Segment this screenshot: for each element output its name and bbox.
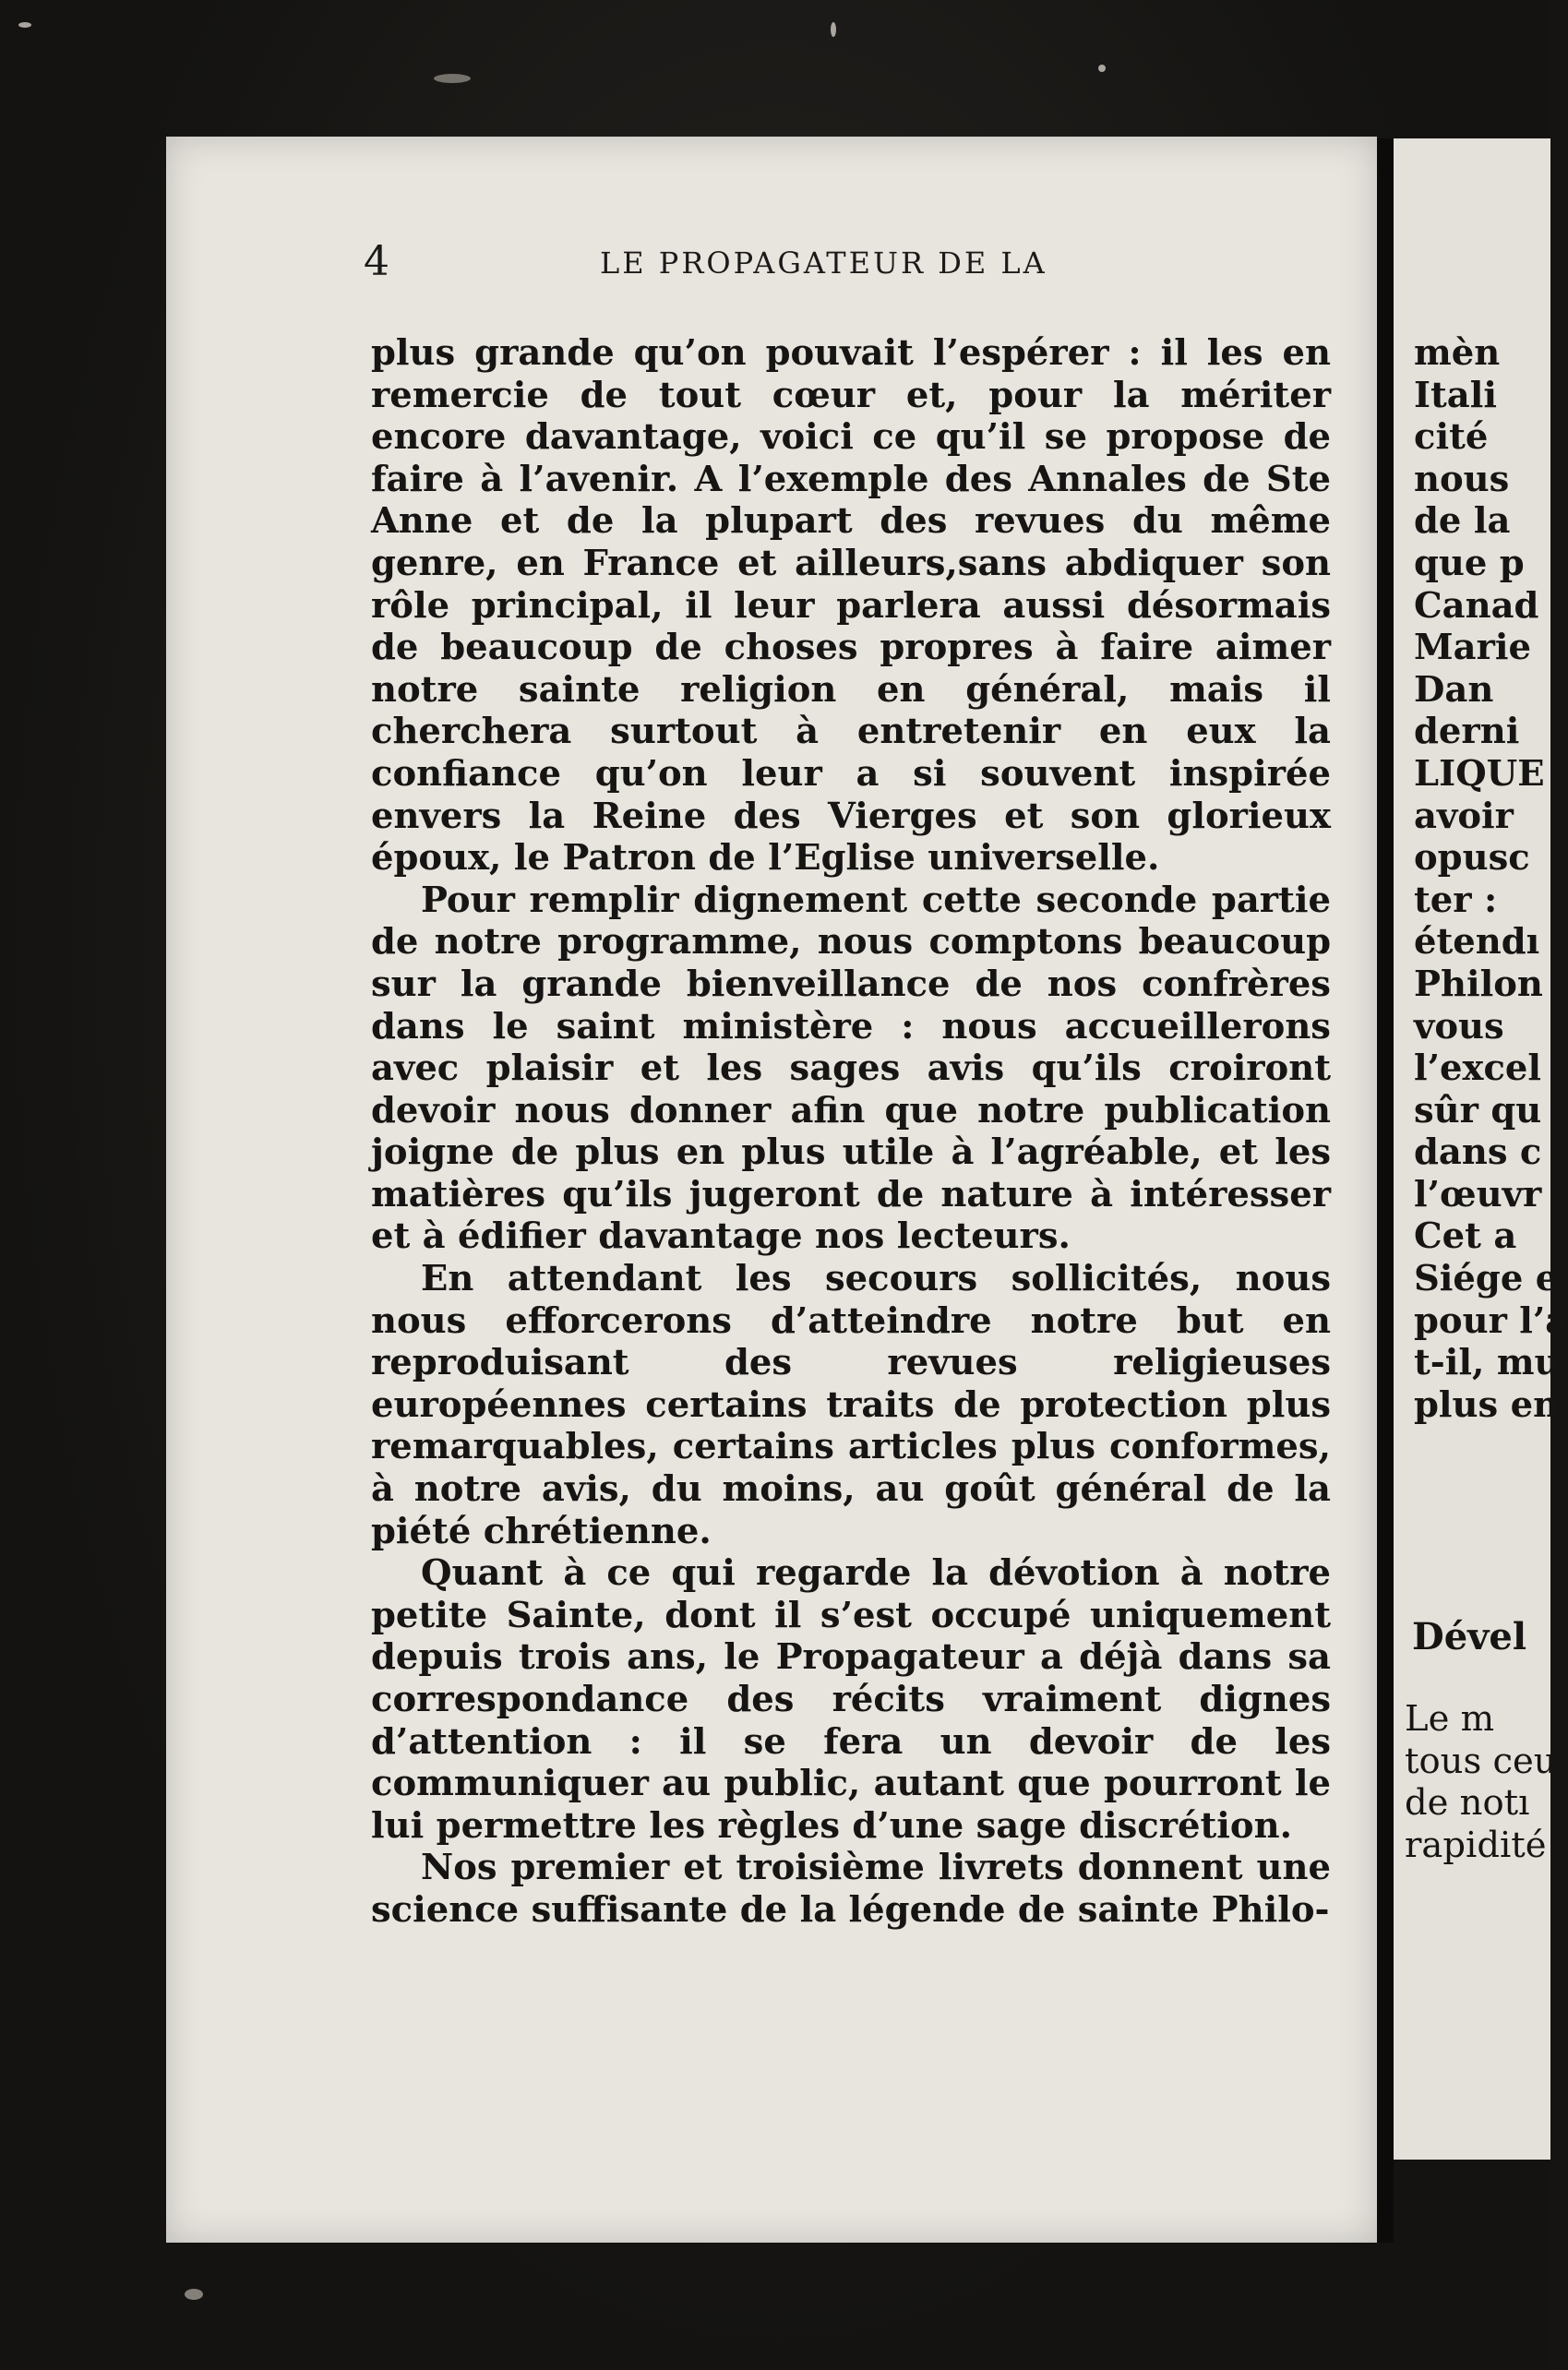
running-title: LE PROPAGATEUR DE LA — [600, 245, 1047, 281]
line-fragment: l’excel — [1414, 1047, 1542, 1090]
line-fragment: Dan — [1414, 668, 1494, 711]
line-fragment: Cet a — [1414, 1215, 1517, 1258]
line-fragment: avoir — [1414, 795, 1514, 837]
line-fragment: Itali — [1414, 374, 1497, 416]
line-fragment: l’œuvr — [1414, 1173, 1542, 1215]
line-fragment: Siége e — [1414, 1258, 1559, 1300]
paragraph: Quant à ce qui regarde la dévotion à notre petite Sainte, dont il s’est occupé uniquement depuis trois ans, le Propagateur a déjà dans sa correspondance des récits vraiment dignes d’attention : il se fera un devoir de les communiquer au public, autant que pourront le lui permettre les règles d’une sage discrétion. — [371, 1552, 1331, 1847]
line-fragment: Le m — [1405, 1698, 1495, 1740]
line-fragment: derni — [1414, 711, 1520, 753]
paragraph: plus grande qu’on pouvait l’espérer : il les en remercie de tout cœur et, pour la mériter encore davantage, voici ce qu’il se propose de faire à l’avenir. A l’exemple des Annales de Ste Anne et de la plupart des revues du même genre, en France et ailleurs,sans abdiquer son rôle principal, il leur parlera aussi désormais de beaucoup de choses propres à faire aimer notre sainte religion en général, mais il cherchera surtout à entretenir en eux la confiance qu’on leur a si souvent inspirée envers la Reine des Vierges et son glorieux époux, le Patron de l’Eglise universelle. — [371, 332, 1331, 880]
line-fragment: tous ceu — [1405, 1740, 1557, 1782]
line-fragment: plus en — [1414, 1383, 1560, 1426]
line-fragment: mèn — [1414, 332, 1501, 374]
line-fragment: rapidité — [1405, 1824, 1547, 1866]
line-fragment: vous — [1414, 1005, 1504, 1047]
dust-speck — [18, 22, 31, 28]
line-fragment: cité — [1414, 416, 1489, 459]
line-fragment: étendı — [1414, 921, 1540, 964]
dust-speck — [1098, 65, 1106, 72]
page-body — [371, 332, 1331, 1932]
right-page-text-lower — [1405, 1698, 1562, 1866]
dust-speck — [185, 2289, 203, 2300]
paragraph: Nos premier et troisième livrets donnent une science suffisante de la légende de sainte Philo- — [371, 1847, 1331, 1931]
line-fragment: Canad — [1414, 584, 1539, 627]
right-page-text — [1414, 332, 1568, 1426]
page-header — [166, 238, 1377, 293]
dust-speck — [434, 74, 471, 83]
line-fragment: t-il, mu — [1414, 1342, 1561, 1384]
line-fragment: pour l’a — [1414, 1299, 1568, 1342]
line-fragment: que p — [1414, 542, 1525, 584]
paragraph: En attendant les secours sollicités, nous nous efforcerons d’atteindre notre but en reproduisant des revues religieuses européennes certains traits de protection plus remarquables, certains articles plus conformes, à notre avis, du moins, au goût général de la piété chrétienne. — [371, 1258, 1331, 1552]
line-fragment: sûr qu — [1414, 1089, 1542, 1131]
page-number: 4 — [364, 238, 389, 285]
line-fragment: de la — [1414, 500, 1511, 543]
book-gutter — [1377, 138, 1394, 2243]
line-fragment: dans c — [1414, 1131, 1542, 1174]
line-fragment: de notı — [1405, 1782, 1530, 1825]
line-fragment: nous — [1414, 458, 1510, 500]
right-page-heading: Dével — [1412, 1615, 1527, 1658]
paragraph: Pour remplir dignement cette seconde partie de notre programme, nous comptons beaucoup sur la grande bienveillance de nos confrères dans le saint ministère : nous accueillerons avec plaisir et les sages avis qu’ils croiront devoir nous donner afin que notre publication joigne de plus en plus utile à l’agréable, et les matières qu’ils jugeront de nature à intéresser et à édifier davantage nos lecteurs. — [371, 879, 1331, 1258]
line-fragment: LIQUE — [1414, 752, 1545, 795]
dust-speck — [831, 22, 836, 37]
line-fragment: Marie — [1414, 627, 1531, 669]
line-fragment: opusc — [1414, 837, 1530, 880]
line-fragment: Philon — [1414, 963, 1543, 1005]
line-fragment: ter : — [1414, 879, 1498, 921]
